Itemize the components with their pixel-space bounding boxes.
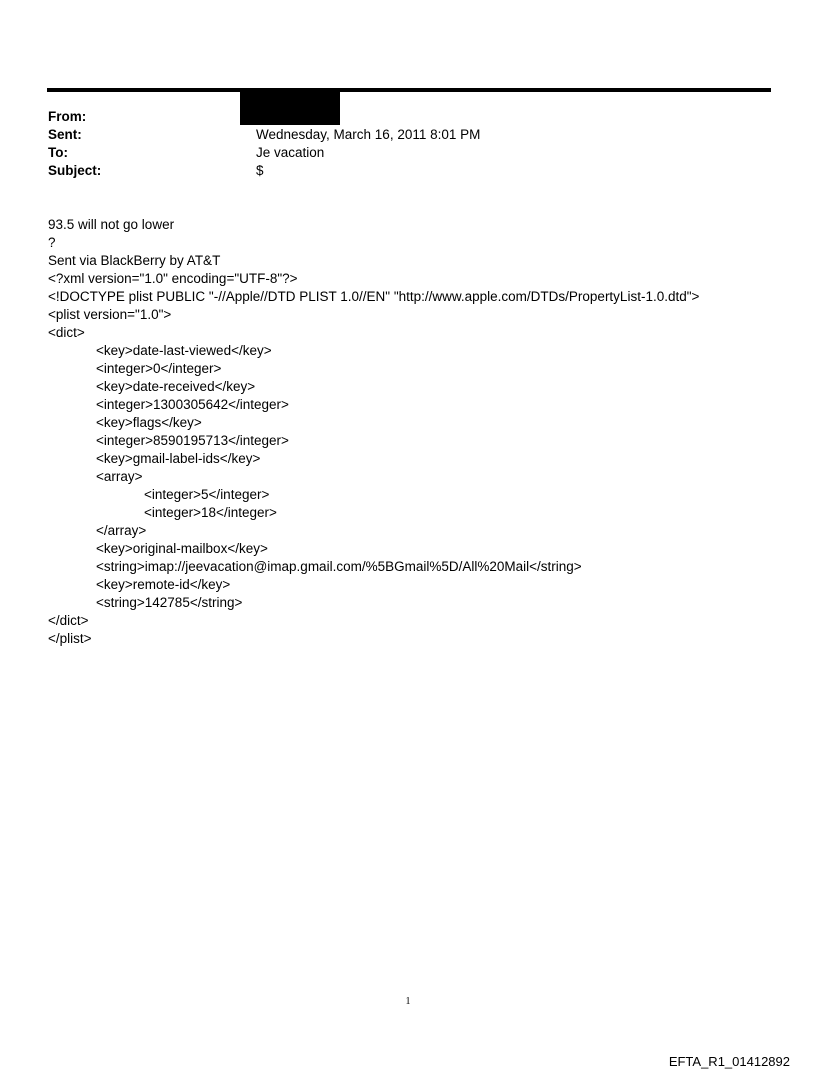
body-line: <dict> [48,325,85,340]
email-body [48,216,699,648]
body-line: </array> [96,523,147,538]
body-line: <?xml version="1.0" encoding="UTF-8"?> [48,271,298,286]
body-line: <integer>18</integer> [144,505,277,520]
body-line: <integer>5</integer> [144,487,270,502]
document-id-stamp: EFTA_R1_01412892 [668,1054,790,1069]
body-line: <integer>8590195713</integer> [96,433,289,448]
page-number: 1 [405,996,411,1007]
to-row [48,144,480,162]
body-line: <key>flags</key> [96,415,202,430]
body-line: <key>gmail-label-ids</key> [96,451,261,466]
body-line: <string>imap://jeevacation@imap.gmail.com/%5BGmail%5D/All%20Mail</string> [96,559,582,574]
body-line: ? [48,235,56,250]
from-row [48,108,480,126]
body-line: <!DOCTYPE plist PUBLIC "-//Apple//DTD PLIST 1.0//EN" "http://www.apple.com/DTDs/PropertyList-1.0.dtd"> [48,289,700,304]
email-header [48,108,480,180]
body-line: <integer>1300305642</integer> [96,397,289,412]
body-line: <array> [96,469,143,484]
subject-label: Subject: [48,163,102,178]
body-line: Sent via BlackBerry by AT&T [48,253,221,268]
body-line: <key>date-last-viewed</key> [96,343,272,358]
body-line: <integer>0</integer> [96,361,222,376]
from-label: From: [48,109,87,124]
body-line: </plist> [48,631,92,646]
header-rule [47,88,771,92]
sent-label: Sent: [48,127,82,142]
body-line: <string>142785</string> [96,595,243,610]
body-line: <key>original-mailbox</key> [96,541,268,556]
body-line: <key>remote-id</key> [96,577,231,592]
body-line: </dict> [48,613,89,628]
body-line: <plist version="1.0"> [48,307,172,322]
sent-row [48,126,480,144]
body-line: <key>date-received</key> [96,379,256,394]
to-label: To: [48,145,68,160]
to-value: Je vacation [256,145,325,160]
sent-value: Wednesday, March 16, 2011 8:01 PM [256,127,481,142]
subject-value: $ [256,163,264,178]
subject-row [48,162,480,180]
body-line: 93.5 will not go lower [48,217,175,232]
